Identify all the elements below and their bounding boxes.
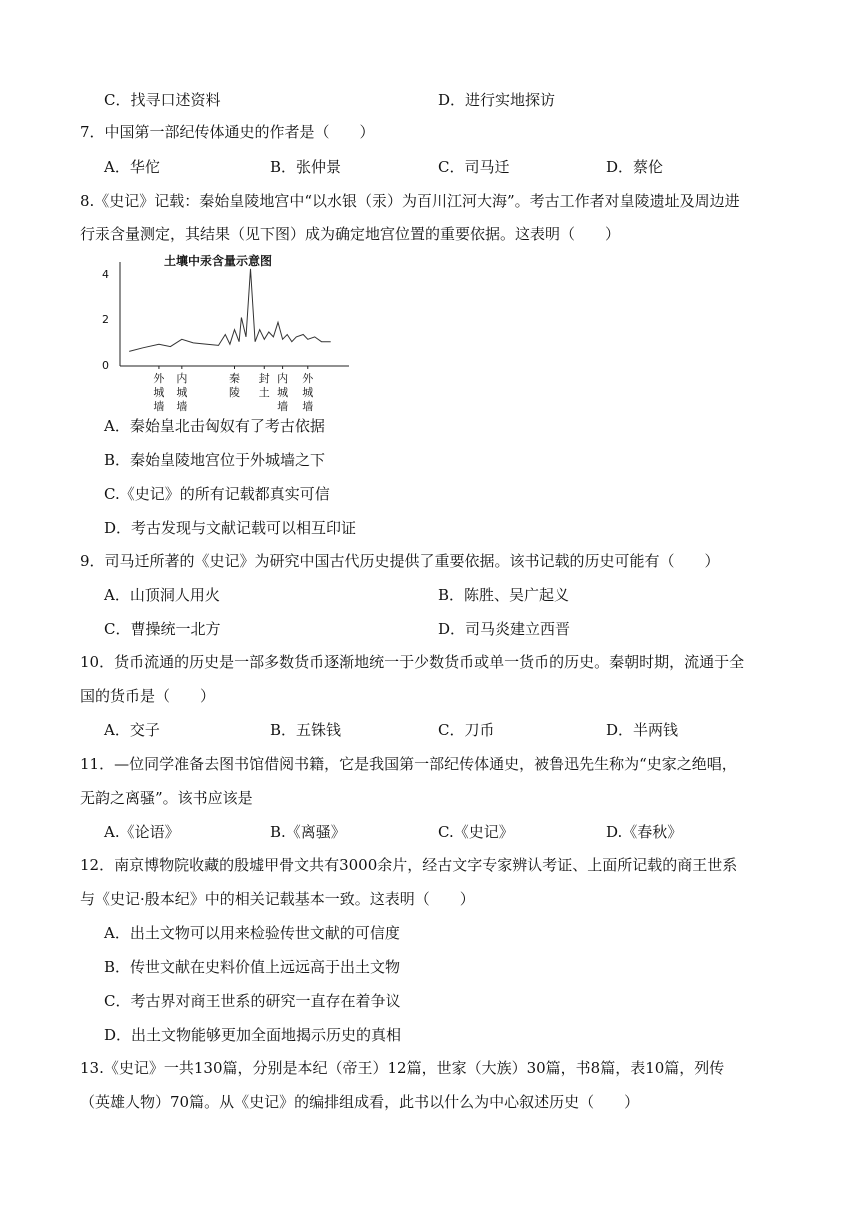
question-9-stem: 9．司马迁所著的《史记》为研究中国古代历史提供了重要依据。该书记载的历史可能有（ ） — [80, 552, 720, 570]
q11-option-d: D.《春秋》 — [606, 823, 683, 841]
q7-option-a: A．华佗 — [104, 158, 160, 176]
q9-option-c: C．曹操统一北方 — [104, 620, 221, 638]
question-10-stem-line2: 国的货币是（ ） — [80, 687, 216, 705]
q11-option-c: C.《史记》 — [438, 823, 514, 841]
y-tick-4: 4 — [102, 268, 109, 281]
question-8-stem-line2: 行汞含量测定，其结果（见下图）成为确定地宫位置的重要依据。这表明（ ） — [80, 225, 621, 243]
q9-option-b: B．陈胜、吴广起义 — [438, 586, 570, 604]
q6-option-c: C．找寻口述资料 — [104, 91, 221, 109]
q12-option-d: D．出土文物能够更加全面地揭示历史的真相 — [104, 1026, 402, 1044]
q8-option-d: D．考古发现与文献记载可以相互印证 — [104, 519, 357, 537]
q11-option-a: A.《论语》 — [104, 823, 180, 841]
q8-option-a: A．秦始皇北击匈奴有了考古依据 — [104, 417, 325, 435]
q10-option-b: B．五铢钱 — [270, 721, 342, 739]
question-12-stem-line2: 与《史记·殷本纪》中的相关记载基本一致。这表明（ ） — [80, 890, 475, 908]
q10-option-c: C．刀币 — [438, 721, 495, 739]
question-10-stem-line1: 10．货币流通的历史是一部多数货币逐渐地统一于少数货币或单一货币的历史。秦朝时期，流通于全 — [80, 653, 745, 671]
q9-option-d: D．司马炎建立西晋 — [438, 620, 571, 638]
x-tick-label: 封土 — [258, 372, 270, 399]
q11-option-b: B.《离骚》 — [270, 823, 346, 841]
x-tick-label: 内城墙 — [277, 372, 289, 413]
x-tick-label: 外城墙 — [302, 372, 314, 413]
mercury-chart-svg — [94, 248, 354, 418]
q7-option-c: C．司马迁 — [438, 158, 510, 176]
q8-option-b: B．秦始皇陵地宫位于外城墙之下 — [104, 451, 326, 469]
q10-option-a: A．交子 — [104, 721, 160, 739]
mercury-series-line — [129, 269, 331, 352]
x-tick-label: 内城墙 — [176, 372, 188, 413]
q9-option-a: A．山顶洞人用火 — [104, 586, 220, 604]
y-tick-0: 0 — [102, 359, 109, 372]
q12-option-a: A．出土文物可以用来检验传世文献的可信度 — [104, 924, 400, 942]
question-11-stem-line1: 11．—位同学准备去图书馆借阅书籍，它是我国第一部纪传体通史，被鲁迅先生称为“史家之绝唱， — [80, 755, 737, 773]
q10-option-d: D．半两钱 — [606, 721, 679, 739]
q12-option-c: C．考古界对商王世系的研究一直存在着争议 — [104, 992, 401, 1010]
x-tick-label: 外城墙 — [153, 372, 165, 413]
q7-option-d: D．蔡伦 — [606, 158, 664, 176]
question-11-stem-line2: 无韵之离骚”。该书应该是 — [80, 789, 253, 807]
question-7-stem: 7．中国第一部纪传体通史的作者是（ ） — [80, 123, 375, 141]
q8-option-c: C.《史记》的所有记载都真实可信 — [104, 485, 330, 503]
q7-option-b: B．张仲景 — [270, 158, 342, 176]
mercury-content-chart — [94, 248, 354, 418]
x-tick-label: 秦陵 — [229, 372, 240, 399]
q12-option-b: B．传世文献在史料价值上远远高于出土文物 — [104, 958, 401, 976]
question-8-stem-line1: 8.《史记》记载：秦始皇陵地宫中“以水银（汞）为百川江河大海”。考古工作者对皇陵遗址及周边进 — [80, 192, 740, 210]
question-12-stem-line1: 12．南京博物院收藏的殷墟甲骨文共有3000余片，经古文字专家辨认考证、上面所记载的商王世系 — [80, 856, 738, 874]
chart-title: 土壤中汞含量示意图 — [164, 254, 273, 268]
y-tick-2: 2 — [102, 313, 109, 326]
question-13-stem-line1: 13.《史记》一共130篇，分别是本纪（帝王）12篇，世家（大族）30篇，书8篇，表10篇，列传 — [80, 1059, 725, 1077]
q6-option-d: D．进行实地探访 — [438, 91, 556, 109]
question-13-stem-line2: （英雄人物）70篇。从《史记》的编排组成看，此书以什么为中心叙述历史（ ） — [80, 1093, 640, 1111]
